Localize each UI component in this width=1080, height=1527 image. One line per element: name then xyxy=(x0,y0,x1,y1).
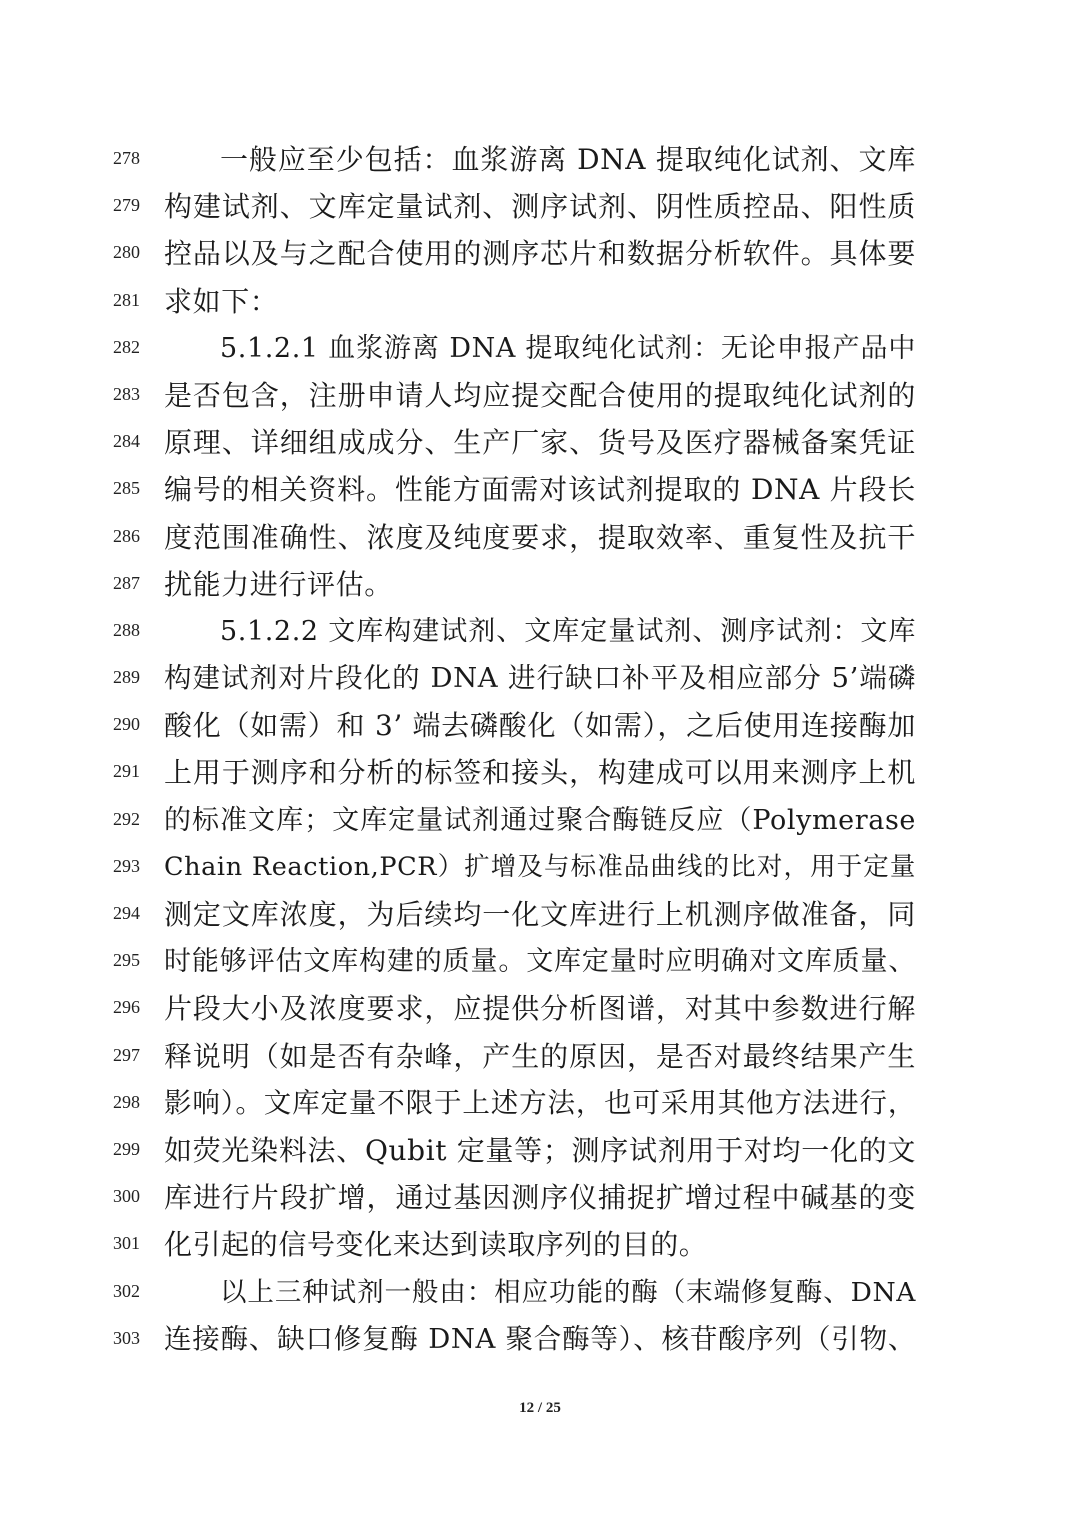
text-line xyxy=(0,655,1080,702)
line-number: 300 xyxy=(113,1186,140,1207)
line-text: 片段大小及浓度要求，应提供分析图谱，对其中参数进行解 xyxy=(164,992,916,1026)
line-number: 292 xyxy=(113,808,140,829)
text-line xyxy=(0,608,1080,655)
line-text: 释说明（如是否有杂峰，产生的原因，是否对最终结果产生 xyxy=(164,1039,916,1073)
line-text: 求如下： xyxy=(164,284,279,318)
text-line xyxy=(0,514,1080,561)
text-line xyxy=(0,1269,1080,1316)
line-number: 282 xyxy=(113,336,140,357)
line-number: 298 xyxy=(113,1091,140,1112)
text-line xyxy=(0,891,1080,938)
line-number: 283 xyxy=(113,383,140,404)
line-text: 是否包含，注册申请人均应提交配合使用的提取纯化试剂的 xyxy=(164,378,916,412)
text-line xyxy=(0,561,1080,608)
line-text: 构建试剂对片段化的 DNA 进行缺口补平及相应部分 5’端磷 xyxy=(164,662,916,695)
line-number: 296 xyxy=(113,997,140,1018)
line-number: 285 xyxy=(113,478,140,499)
line-text: 时能够评估文库构建的质量。文库定量时应明确对文库质量、 xyxy=(164,946,916,978)
line-number: 293 xyxy=(113,855,140,876)
text-line xyxy=(0,466,1080,513)
line-number: 281 xyxy=(113,289,140,310)
text-line xyxy=(0,938,1080,985)
line-number: 291 xyxy=(113,761,140,782)
line-number: 288 xyxy=(113,619,140,640)
line-number: 290 xyxy=(113,714,140,735)
line-number: 303 xyxy=(113,1327,140,1348)
text-line xyxy=(0,985,1080,1032)
line-text: 测定文库浓度，为后续均一化文库进行上机测序做准备，同 xyxy=(164,898,916,931)
line-number: 289 xyxy=(113,667,140,688)
text-line xyxy=(0,419,1080,466)
text-line xyxy=(0,1080,1080,1127)
text-line xyxy=(0,230,1080,277)
line-text: 控品以及与之配合使用的测序芯片和数据分析软件。具体要 xyxy=(164,237,916,271)
line-text: 构建试剂、文库定量试剂、测序试剂、阴性质控品、阳性质 xyxy=(164,190,916,224)
line-text: 扰能力进行评估。 xyxy=(164,567,393,601)
text-line xyxy=(0,183,1080,230)
line-text: 以上三种试剂一般由：相应功能的酶（末端修复酶、DNA xyxy=(220,1276,916,1308)
page-number: 12 / 25 xyxy=(519,1400,561,1416)
line-number: 280 xyxy=(113,242,140,263)
line-text: 库进行片段扩增，通过基因测序仪捕捉扩增过程中碱基的变 xyxy=(164,1181,916,1215)
text-line xyxy=(0,1033,1080,1080)
text-line xyxy=(0,702,1080,749)
line-text: Chain Reaction,PCR）扩增及与标准品曲线的比对，用于定量 xyxy=(164,851,916,882)
line-number: 302 xyxy=(113,1280,140,1301)
text-line xyxy=(0,749,1080,796)
line-number: 284 xyxy=(113,431,140,452)
line-text: 上用于测序和分析的标签和接头，构建成可以用来测序上机 xyxy=(164,756,916,790)
line-text: 编号的相关资料。性能方面需对该试剂提取的 DNA 片段长 xyxy=(164,473,916,507)
line-number: 287 xyxy=(113,572,140,593)
line-text: 影响）。文库定量不限于上述方法，也可采用其他方法进行， xyxy=(164,1086,916,1119)
document-body xyxy=(0,136,1080,1363)
line-number: 294 xyxy=(113,903,140,923)
text-line xyxy=(0,278,1080,325)
text-line xyxy=(0,136,1080,183)
line-number: 299 xyxy=(113,1138,140,1159)
line-text: 化引起的信号变化来达到读取序列的目的。 xyxy=(164,1228,708,1262)
line-text: 原理、详细组成成分、生产厂家、货号及医疗器械备案凭证 xyxy=(164,426,916,460)
line-number: 279 xyxy=(113,195,140,216)
line-text: 酸化（如需）和 3’ 端去磷酸化（如需），之后使用连接酶加 xyxy=(164,709,916,743)
line-number: 278 xyxy=(113,148,140,168)
line-text: 5.1.2.1 血浆游离 DNA 提取纯化试剂：无论申报产品中 xyxy=(220,332,916,364)
text-line xyxy=(0,797,1080,844)
line-text: 的标准文库；文库定量试剂通过聚合酶链反应（Polymerase xyxy=(164,804,916,836)
text-line xyxy=(0,325,1080,372)
text-line xyxy=(0,1174,1080,1221)
line-text: 一般应至少包括：血浆游离 DNA 提取纯化试剂、文库 xyxy=(220,143,916,176)
line-number: 295 xyxy=(113,950,140,971)
line-text: 5.1.2.2 文库构建试剂、文库定量试剂、测序试剂：文库 xyxy=(220,615,916,647)
text-line xyxy=(0,1221,1080,1268)
line-number: 301 xyxy=(113,1233,140,1254)
text-line xyxy=(0,372,1080,419)
line-text: 如荧光染料法、Qubit 定量等；测序试剂用于对均一化的文 xyxy=(164,1133,916,1167)
line-number: 297 xyxy=(113,1044,140,1065)
text-line xyxy=(0,1127,1080,1174)
line-number: 286 xyxy=(113,525,140,546)
text-line xyxy=(0,844,1080,891)
line-text: 度范围准确性、浓度及纯度要求，提取效率、重复性及抗干 xyxy=(164,520,916,554)
text-line xyxy=(0,1316,1080,1363)
line-text: 连接酶、缺口修复酶 DNA 聚合酶等）、核苷酸序列（引物、 xyxy=(164,1322,916,1355)
